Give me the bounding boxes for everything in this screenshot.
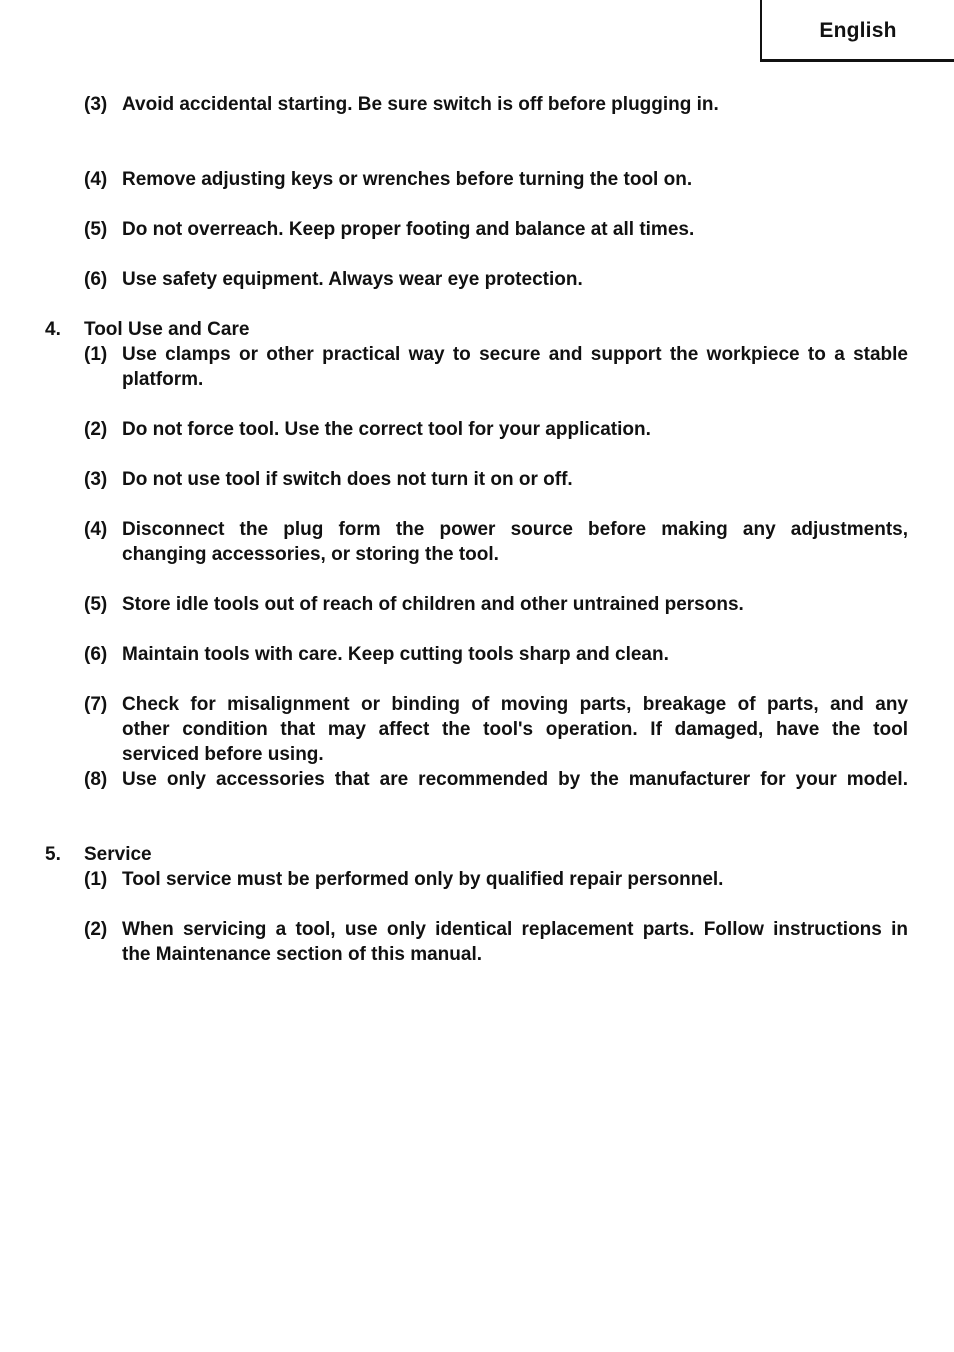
item-number: (5) [84,219,108,240]
language-label: English [819,18,897,42]
item-text: Do not use tool if switch does not turn it on or off. [122,469,573,490]
item-text: Maintain tools with care. Keep cutting tools sharp and clean. [122,644,669,665]
item-text: platform. [122,369,204,390]
item-number: (4) [84,169,108,190]
section-number: 4. [45,319,61,340]
item-text: Do not force tool. Use the correct tool for your application. [122,419,651,440]
item-number: (6) [84,644,108,665]
item-text: When servicing a tool, use only identical replacement parts. Follow instructions in [122,919,908,940]
item-text: Remove adjusting keys or wrenches before turning the tool on. [122,169,693,190]
item-text: Store idle tools out of reach of children and other untrained persons. [122,594,744,615]
item-number: (3) [84,469,108,490]
language-tab [760,0,954,62]
item-text: Tool service must be performed only by qualified repair personnel. [122,869,724,890]
item-text: Do not overreach. Keep proper footing and balance at all times. [122,219,695,240]
item-text: other condition that may affect the tool's operation. If damaged, have the tool [122,719,908,740]
section-title: Service [84,844,152,865]
item-text: serviced before using. [122,744,324,765]
item-number: (3) [84,94,108,115]
item-text: Use only accessories that are recommended by the manufacturer for your model. [122,769,908,790]
item-text: Use clamps or other practical way to secure and support the workpiece to a stable [122,344,908,365]
item-text: Avoid accidental starting. Be sure switch is off before plugging in. [122,94,719,115]
section-number: 5. [45,844,61,865]
item-number: (1) [84,869,108,890]
item-text: changing accessories, or storing the tool. [122,544,499,565]
section-title: Tool Use and Care [84,319,250,340]
item-text: the Maintenance section of this manual. [122,944,483,965]
item-number: (6) [84,269,108,290]
item-number: (2) [84,419,108,440]
item-number: (2) [84,919,108,940]
item-number: (5) [84,594,108,615]
item-number: (4) [84,519,108,540]
item-text: Use safety equipment. Always wear eye protection. [122,269,583,290]
item-number: (8) [84,769,108,790]
item-text: Disconnect the plug form the power source before making any adjustments, [122,519,908,540]
item-text: Check for misalignment or binding of moving parts, breakage of parts, and any [122,694,908,715]
item-number: (7) [84,694,108,715]
item-number: (1) [84,344,108,365]
